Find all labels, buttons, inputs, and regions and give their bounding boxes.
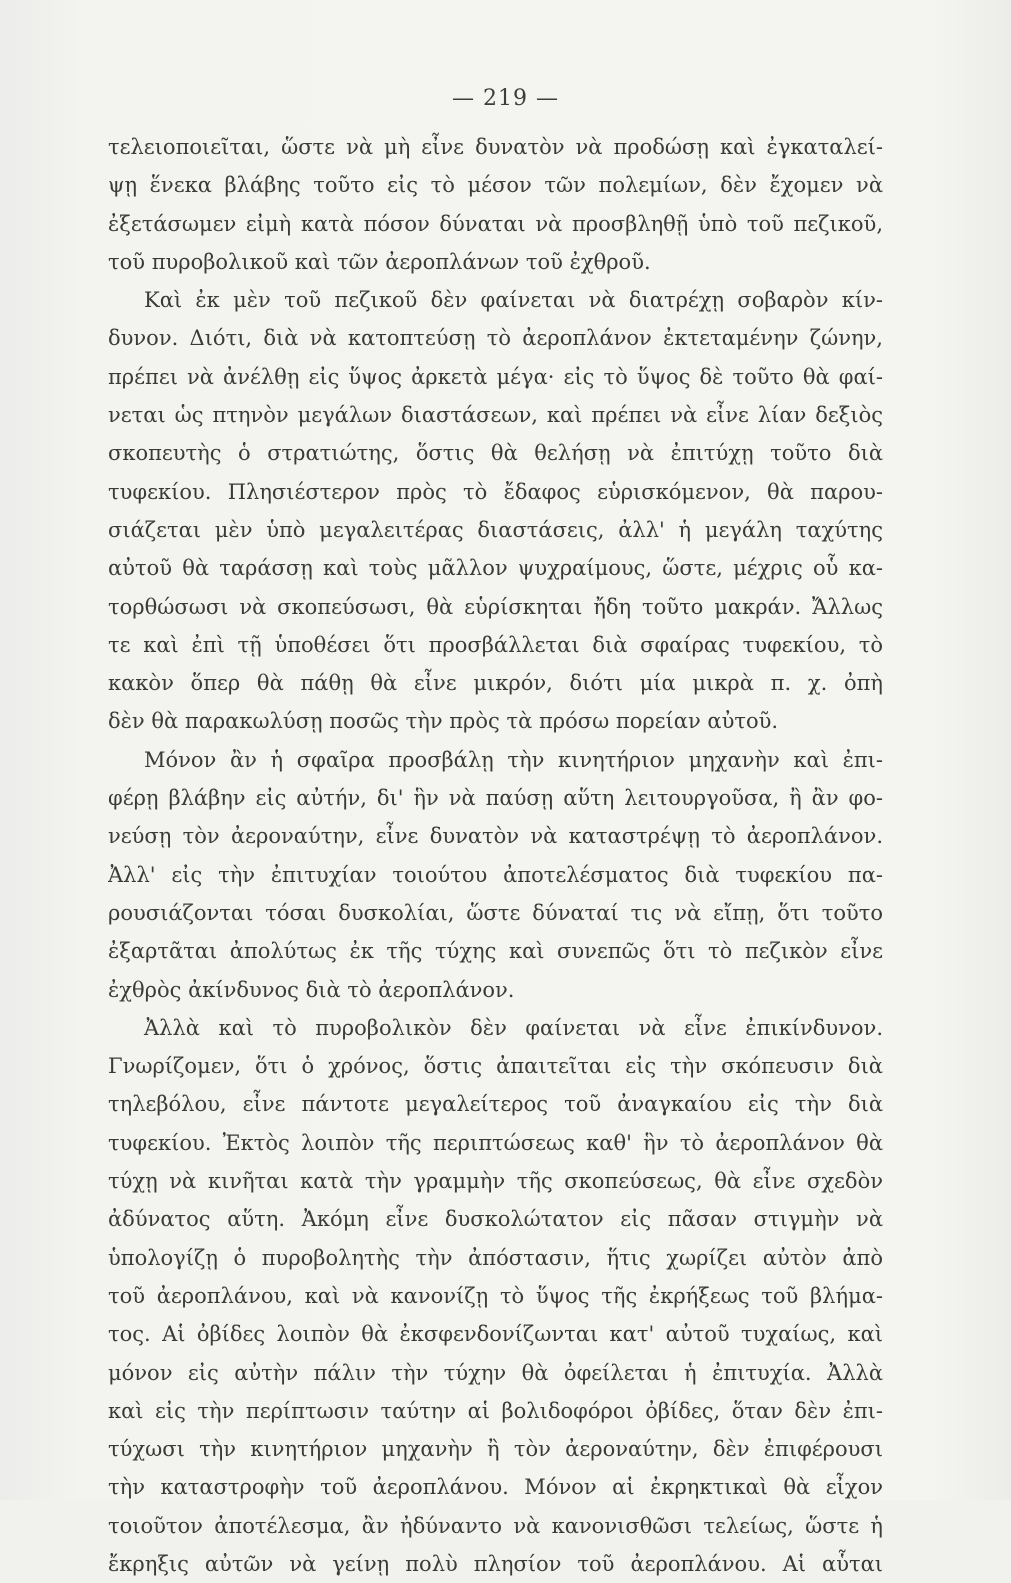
text-line: ἐξετάσωμεν εἰμὴ κατὰ πόσον δύναται νὰ προσβληθῇ ὑπὸ τοῦ πεζικοῦ, <box>108 211 883 236</box>
text-line: Ἀλλὰ καὶ τὸ πυροβολικὸν δὲν φαίνεται νὰ εἶνε ἐπικίνδυνον. <box>144 1015 883 1040</box>
text-line: ρουσιάζονται τόσαι δυσκολίαι, ὥστε δύναταί τις νὰ εἴπῃ, ὅτι τοῦτο <box>108 900 883 925</box>
text-line: νεται ὡς πτηνὸν μεγάλων διαστάσεων, καὶ πρέπει νὰ εἶνε λίαν δεξιὸς <box>108 403 883 428</box>
text-line: τε καὶ ἐπὶ τῇ ὑποθέσει ὅτι προσβάλλεται διὰ σφαίρας τυφεκίου, τὸ <box>108 632 883 657</box>
text-line: ἔκρηξις αὐτῶν νὰ γείνῃ πολὺ πλησίον τοῦ ἀεροπλάνου. Αἱ αὗται <box>108 1551 883 1576</box>
text-line: δὲν θὰ παρακωλύσῃ ποσῶς τὴν πρὸς τὰ πρόσω πορείαν αὐτοῦ. <box>108 709 779 734</box>
text-line: ἐχθρὸς ἀκίνδυνος διὰ τὸ ἀεροπλάνον. <box>108 977 515 1002</box>
text-line: κακὸν ὅπερ θὰ πάθῃ θὰ εἶνε μικρόν, διότι μία μικρὰ π. χ. ὀπὴ <box>108 671 883 696</box>
text-line: ἐξαρτᾶται ἀπολύτως ἐκ τῆς τύχης καὶ συνεπῶς ὅτι τὸ πεζικὸν εἶνε <box>108 939 883 964</box>
text-line: τὴν καταστροφὴν τοῦ ἀεροπλάνου. Μόνον αἱ ἐκρηκτικαὶ θὰ εἶχον <box>108 1475 883 1500</box>
text-line: τυφεκίου. Ἐκτὸς λοιπὸν τῆς περιπτώσεως καθ' ἣν τὸ ἀεροπλάνον θὰ <box>108 1130 883 1155</box>
text-line: τηλεβόλου, εἶνε πάντοτε μεγαλείτερος τοῦ ἀναγκαίου εἰς τὴν διὰ <box>108 1092 883 1117</box>
text-line: τύχῃ νὰ κινῆται κατὰ τὴν γραμμὴν τῆς σκοπεύσεως, θὰ εἶνε σχεδὸν <box>108 1169 883 1194</box>
text-line: φέρῃ βλάβην εἰς αὐτήν, δι' ἣν νὰ παύσῃ αὕτη λειτουργοῦσα, ἢ ἂν φο- <box>108 786 883 811</box>
text-line: αὐτοῦ θὰ ταράσσῃ καὶ τοὺς μᾶλλον ψυχραίμους, ὥστε, μέχρις οὗ κα- <box>108 556 883 581</box>
text-line: τοιοῦτον ἀποτέλεσμα, ἂν ἠδύναντο νὰ κανονισθῶσι τελείως, ὥστε ἡ <box>108 1513 883 1538</box>
text-line: τελειοποιεῖται, ὥστε νὰ μὴ εἶνε δυνατὸν νὰ προδώσῃ καὶ ἐγκαταλεί- <box>108 135 883 159</box>
text-line: νεύσῃ τὸν ἀεροναύτην, εἶνε δυνατὸν νὰ καταστρέψῃ τὸ ἀεροπλάνον. <box>108 824 883 849</box>
text-line: σκοπευτὴς ὁ στρατιώτης, ὅστις θὰ θελήσῃ νὰ ἐπιτύχῃ τοῦτο διὰ <box>108 441 883 466</box>
text-line: μόνον εἰς αὐτὴν πάλιν τὴν τύχην θὰ ὀφείλεται ἡ ἐπιτυχία. Ἀλλὰ <box>108 1360 883 1385</box>
text-line: τοῦ πυροβολικοῦ καὶ τῶν ἀεροπλάνων τοῦ ἐχθροῦ. <box>108 249 651 274</box>
text-line: σιάζεται μὲν ὑπὸ μεγαλειτέρας διαστάσεις, ἀλλ' ἡ μεγάλη ταχύτης <box>108 517 883 542</box>
body-text <box>108 128 883 1583</box>
text-line: ἀδύνατος αὕτη. Ἀκόμη εἶνε δυσκολώτατον εἰς πᾶσαν στιγμὴν νὰ <box>108 1207 883 1232</box>
text-line: τος. Αἱ ὀβίδες λοιπὸν θὰ ἐκσφενδονίζωνται κατ' αὐτοῦ τυχαίως, καὶ <box>108 1322 883 1347</box>
page-number: — 219 — <box>452 86 559 111</box>
text-line: δυνον. Διότι, διὰ νὰ κατοπτεύσῃ τὸ ἀεροπλάνον ἐκτεταμένην ζώνην, <box>108 326 883 351</box>
text-line: Γνωρίζομεν, ὅτι ὁ χρόνος, ὅστις ἀπαιτεῖται εἰς τὴν σκόπευσιν διὰ <box>108 1054 883 1079</box>
text-line: ὑπολογίζῃ ὁ πυροβολητὴς τὴν ἀπόστασιν, ἥτις χωρίζει αὐτὸν ἀπὸ <box>108 1245 883 1270</box>
text-line: τύχωσι τὴν κινητήριον μηχανὴν ἢ τὸν ἀεροναύτην, δὲν ἐπιφέρουσι <box>108 1437 883 1462</box>
text-line: τυφεκίου. Πλησιέστερον πρὸς τὸ ἔδαφος εὑρισκόμενον, θὰ παρου- <box>108 479 883 504</box>
text-line: ψῃ ἕνεκα βλάβης τοῦτο εἰς τὸ μέσον τῶν πολεμίων, δὲν ἔχομεν νὰ <box>108 173 883 198</box>
text-line: Μόνον ἂν ἡ σφαῖρα προσβάλῃ τὴν κινητήριον μηχανὴν καὶ ἐπι- <box>144 747 883 772</box>
text-line: πρέπει νὰ ἀνέλθῃ εἰς ὕψος ἀρκετὰ μέγα· εἰς τὸ ὕψος δὲ τοῦτο θὰ φαί- <box>108 364 883 389</box>
text-line: Ἀλλ' εἰς τὴν ἐπιτυχίαν τοιούτου ἀποτελέσματος διὰ τυφεκίου πα- <box>108 862 883 887</box>
text-line: τορθώσωσι νὰ σκοπεύσωσι, θὰ εὑρίσκηται ἤδη τοῦτο μακράν. Ἄλλως <box>108 594 883 619</box>
text-line: Καὶ ἐκ μὲν τοῦ πεζικοῦ δὲν φαίνεται νὰ διατρέχῃ σοβαρὸν κίν- <box>144 288 883 313</box>
text-line: καὶ εἰς τὴν περίπτωσιν ταύτην αἱ βολιδοφόροι ὀβίδες, ὅταν δὲν ἐπι- <box>108 1398 883 1423</box>
text-line: τοῦ ἀεροπλάνου, καὶ νὰ κανονίζῃ τὸ ὕψος τῆς ἐκρήξεως τοῦ βλήμα- <box>108 1283 883 1308</box>
